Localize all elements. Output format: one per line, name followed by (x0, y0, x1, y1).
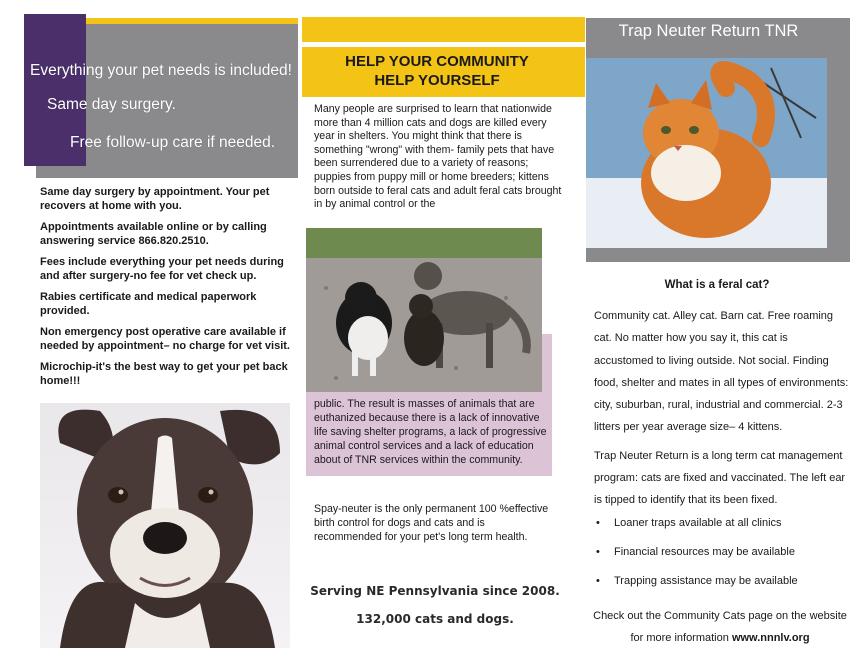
serving-statement (302, 577, 568, 633)
serving-line-1: Serving NE Pennsylvania since 2008. (310, 584, 560, 598)
website-link[interactable]: www.nnnlv.org (731, 632, 810, 644)
bullet-icon: • (596, 575, 600, 587)
bullet-text: Trapping assistance may be available (614, 575, 798, 587)
hero-line-1: Everything your pet needs is included! (30, 62, 292, 79)
hero-line-3: Free follow-up care if needed. (70, 134, 276, 151)
bullet-text: Loaner traps available at all clinics (614, 517, 782, 529)
checkout-text: Check out the Community Cats page on the website for more information (593, 610, 847, 644)
list-item (596, 517, 846, 546)
list-item (596, 546, 846, 575)
serving-line-2: 132,000 cats and dogs. (356, 612, 514, 626)
heading-line-2: HELP YOURSELF (374, 72, 500, 89)
service-item: Fees include everything your pet needs during and after surgery-no fee for vet check up. (40, 256, 284, 282)
heading-line-1: HELP YOUR COMMUNITY (345, 53, 529, 70)
feral-cats-photo (306, 228, 542, 392)
bullet-text: Financial resources may be available (614, 546, 795, 558)
spay-neuter-paragraph: Spay-neuter is the only permanent 100 %effective birth control for dogs and cats and is recommended for your pet's long term health. (314, 503, 549, 543)
orange-cat-photo (586, 58, 827, 248)
middle-header-divider (302, 42, 585, 47)
service-item: Non emergency post operative care available if needed by appointment– no charge for vet visit. (40, 326, 290, 352)
left-yellow-accent (86, 18, 298, 24)
service-item: Appointments available online or by calling answering service 866.820.2510. (40, 221, 267, 247)
continued-paragraph: public. The result is masses of animals that are euthanized because there is a lack of innovative life saving shelter programs, a lack of progressive animal control services and a lack of education about of TNR services within the community. (314, 398, 547, 466)
website-callout (592, 605, 848, 649)
service-item: Same day surgery by appointment. Your pet recovers at home with you. (40, 186, 270, 212)
puppy-photo (40, 403, 290, 648)
feral-question: What is a feral cat? (664, 279, 770, 291)
feral-description: Community cat. Alley cat. Barn cat. Free roaming cat. No matter how you say it, this cat is accustomed to living outside. Not social. Finding food, shelter and mates in all types of environments: city, suburban, rural, industrial and commercial. 2-3 litters per year average size– 4 kittens. (594, 310, 849, 434)
service-item: Microchip-it's the best way to get your pet back home!!! (40, 361, 288, 387)
bullet-icon: • (596, 517, 600, 529)
services-list (40, 185, 290, 395)
list-item (596, 575, 846, 604)
intro-paragraph: Many people are surprised to learn that nationwide more than 4 million cats and dogs are killed every year in shelters. You might think that there is something "wrong" with them- family pets that have been surrendered due to a variety of reasons; puppies from puppy mill or home breeders; kittens born outside to feral cats and adult feral cats brought in by animal control or the (314, 103, 562, 211)
tnr-description: Trap Neuter Return is a long term cat management program: cats are fixed and vaccinated. The left ear is tipped to identify that its been fixed. (594, 450, 846, 506)
service-item: Rabies certificate and medical paperwork provided. (40, 291, 257, 317)
bullet-icon: • (596, 546, 600, 558)
tnr-title: Trap Neuter Return TNR (618, 22, 799, 40)
hero-line-2: Same day surgery. (47, 96, 176, 113)
resources-list (596, 517, 846, 604)
middle-heading (302, 52, 572, 90)
